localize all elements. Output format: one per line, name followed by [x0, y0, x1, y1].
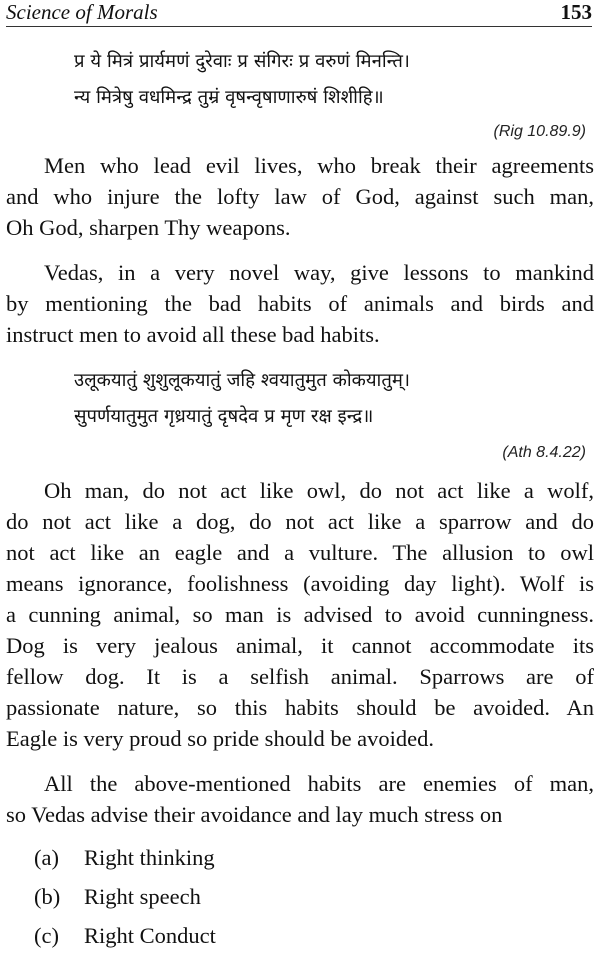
sanskrit-verse-1: [74, 44, 580, 116]
paragraph-1: [6, 150, 594, 243]
list-marker: (a): [34, 845, 59, 870]
list-item-text: Right Conduct: [84, 923, 216, 948]
text-line: Vedas, in a very novel way, give lessons to mankind: [44, 260, 594, 285]
verse-line: न्य मित्रेषु वधमिन्द्र तुम्रं वृषन्वृषाणारुषं शिशीहि॥: [74, 87, 384, 108]
text-line: Oh man, do not act like owl, do not act like a wolf,: [44, 478, 594, 503]
text-line: Dog is very jealous animal, it cannot accommodate its: [6, 633, 594, 658]
text-line: means ignorance, foolishness (avoiding day light). Wolf is: [6, 571, 594, 596]
text-line: passionate nature, so this habits should be avoided. An: [6, 695, 594, 720]
running-title: Science of Morals: [6, 0, 158, 24]
text-line: All the above-mentioned habits are enemies of man,: [44, 771, 594, 796]
text-line: Eagle is very proud so pride should be avoided.: [6, 726, 435, 751]
page-header: [6, 0, 592, 27]
list-item: [34, 877, 216, 916]
list-item-text: Right speech: [84, 884, 201, 909]
list-marker: (b): [34, 884, 61, 909]
page-number: 153: [560, 0, 592, 24]
habits-list: [34, 838, 216, 955]
text-line: do not act like a dog, do not act like a sparrow and do: [6, 509, 594, 534]
text-line: so Vedas advise their avoidance and lay much stress on: [6, 802, 503, 827]
list-marker: (c): [34, 923, 59, 948]
list-item: [34, 916, 216, 955]
verse-citation-2: (Ath 8.4.22): [502, 444, 586, 461]
text-line: fellow dog. It is a selfish animal. Sparrows are of: [6, 664, 594, 689]
verse-line: उलूकयातुं शुशुलूकयातुं जहि श्वयातुमुत कोकयातुम्।: [74, 370, 410, 391]
paragraph-4: [6, 768, 594, 830]
verse-citation-1: (Rig 10.89.9): [493, 123, 586, 140]
text-line: Oh God, sharpen Thy weapons.: [6, 215, 291, 240]
text-line: and who injure the lofty law of God, against such man,: [6, 184, 594, 209]
text-line: a cunning animal, so man is advised to avoid cunningness.: [6, 602, 594, 627]
verse-line: प्र ये मित्रं प्रार्यमणं दुरेवाः प्र संगिरः प्र वरुणं मिनन्ति।: [74, 51, 410, 72]
sanskrit-verse-2: [74, 363, 580, 435]
paragraph-2: [6, 257, 594, 350]
verse-line: सुपर्णयातुमुत गृध्रयातुं दृषदेव प्र मृण रक्ष इन्द्र॥: [74, 406, 374, 427]
list-item-text: Right thinking: [84, 845, 215, 870]
list-item: [34, 838, 216, 877]
paragraph-3: [6, 475, 594, 754]
text-line: not act like an eagle and a vulture. The allusion to owl: [6, 540, 594, 565]
text-line: instruct men to avoid all these bad habits.: [6, 322, 380, 347]
text-line: Men who lead evil lives, who break their agreements: [44, 153, 594, 178]
text-line: by mentioning the bad habits of animals and birds and: [6, 291, 594, 316]
